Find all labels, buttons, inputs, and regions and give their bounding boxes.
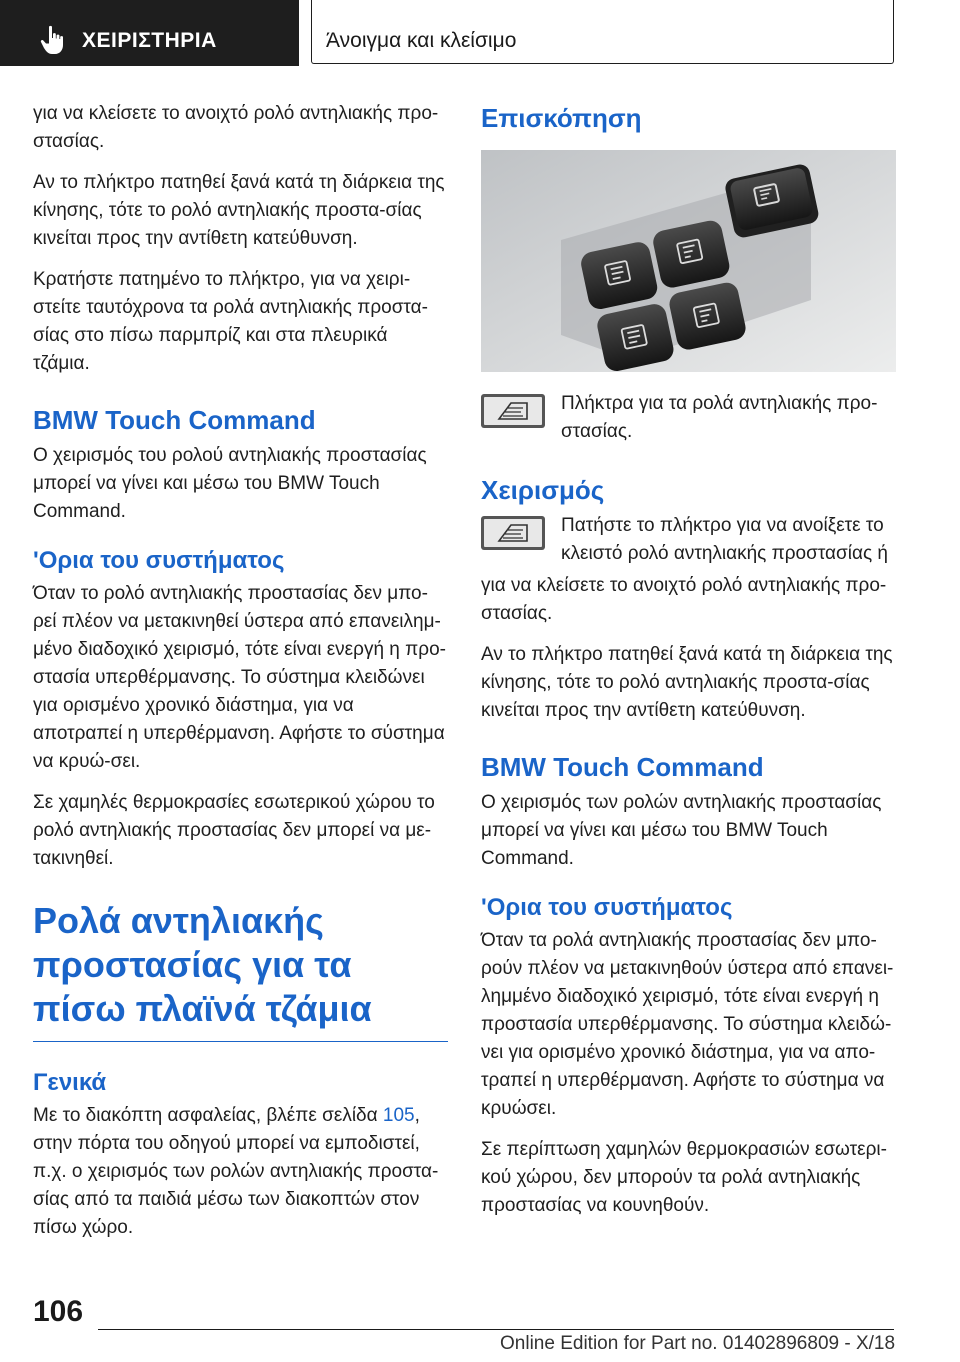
switch-panel-photo: [481, 150, 896, 372]
heading-operation: Χειρισμός: [481, 475, 605, 505]
heading-touch-command: BMW Touch Command: [33, 405, 316, 435]
paragraph: Αν το πλήκτρο πατηθεί ξανά κατά τη διάρκεια της κίνησης, τότε το ρολό αντηλιακής προστα-σίας κινείται προς την αντίθετη κατεύθυνση.: [481, 644, 893, 721]
section-title: Άνοιγμα και κλείσιμο: [326, 29, 517, 52]
page-header: [0, 0, 960, 66]
heading-system-limits: 'Ορια του συστήματος: [33, 547, 285, 574]
left-column: [33, 100, 448, 1255]
chapter-title: ΧΕΙΡΙΣΤΗΡΙΑ: [82, 29, 217, 52]
sunblind-button-icon: [481, 394, 545, 428]
right-column: [481, 100, 896, 1233]
paragraph: Ο χειρισμός των ρολών αντηλιακής προστασίας μπορεί να γίνει και μέσω του BMW Touch Command.: [481, 792, 882, 869]
paragraph: Πατήστε το πλήκτρο για να ανοίξετε το κλειστό ρολό αντηλιακής προστασίας ή: [561, 515, 888, 564]
paragraph-general: Με το διακόπτη ασφαλείας, βλέπε σελίδα 105, στην πόρτα του οδηγού μπορεί να εμποδιστεί, π.χ. ο χειρισμός των ρολών αντηλιακής προστα-σίας από τα παιδιά μέσω των διακοπτών στον πίσω χώρο.: [33, 1105, 439, 1238]
paragraph: Κρατήστε πατημένο το πλήκτρο, για να χειρι-στείτε ταυτόχρονα τα ρολά αντηλιακής προστα-σίας στο πίσω παρμπρίζ και στα πλευρικά τζάμια.: [33, 269, 428, 374]
paragraph: για να κλείσετε το ανοιχτό ρολό αντηλιακής προ-στασίας.: [33, 103, 439, 152]
caption-row: [481, 390, 896, 446]
chapter-tab[interactable]: [0, 0, 299, 66]
footer-edition: Online Edition for Part no. 01402896809 - X/18: [500, 1333, 896, 1354]
heading-touch-command: BMW Touch Command: [481, 752, 764, 782]
sunblind-button-icon: [481, 516, 545, 550]
page-link[interactable]: 105: [382, 1105, 415, 1126]
page-number: 106: [33, 1295, 84, 1328]
footer-divider: [98, 1329, 894, 1330]
paragraph: Όταν το ρολό αντηλιακής προστασίας δεν μπο-ρεί πλέον να μετακινηθεί ύστερα από επανειλημ-μένο διαδοχικό χειρισμό, τότε είναι ενεργή η προ-στασία υπερθέρμανσης. Το σύστημα κλειδώνει για ορισμένο χρονικό διάστημα, για να αποτραπεί η υπερθέρμανση. Αφήστε το σύστημα να κρυώ-σει.: [33, 583, 446, 772]
paragraph: Όταν τα ρολά αντηλιακής προστασίας δεν μπο-ρούν πλέον να μετακινηθούν ύστερα από επανει-λημμένο διαδοχικό χειρισμό, τότε είναι ενεργή η προστασία υπερθέρμανσης. Το σύστημα κλειδώ-νει για ορισμένο χρονικό διάστημα, για να απο-τραπεί η υπερθέρμανση. Αφήστε το σύστημα να κρυώσει.: [481, 930, 894, 1119]
heading-general: Γενικά: [33, 1069, 107, 1096]
heading-overview: Επισκόπηση: [481, 103, 642, 133]
paragraph: Σε χαμηλές θερμοκρασίες εσωτερικού χώρου το ρολό αντηλιακής προστασίας δεν μπορεί να με-τακινηθεί.: [33, 792, 435, 869]
paragraph: Σε περίπτωση χαμηλών θερμοκρασιών εσωτερι-κού χώρου, δεν μπορούν τα ρολά αντηλιακής προστασίας να κουνηθούν.: [481, 1139, 887, 1216]
switch-panel-illustration: [481, 150, 896, 372]
paragraph: Αν το πλήκτρο πατηθεί ξανά κατά τη διάρκεια της κίνησης, τότε το ρολό αντηλιακής προστα-σίας κινείται προς την αντίθετη κατεύθυνση.: [33, 172, 445, 249]
hand-pointer-icon: [40, 25, 66, 55]
section-tab[interactable]: [311, 0, 894, 64]
paragraph: για να κλείσετε το ανοιχτό ρολό αντηλιακής προ-στασίας.: [481, 575, 887, 624]
heading-system-limits: 'Ορια του συστήματος: [481, 894, 733, 921]
heading-rear-side-sunblinds: Ρολά αντηλιακής προστασίας για τα πίσω πλαϊνά τζάμια: [33, 899, 448, 1042]
photo-caption: Πλήκτρα για τα ρολά αντηλιακής προ-στασίας.: [561, 393, 878, 442]
paragraph: Ο χειρισμός του ρολού αντηλιακής προστασίας μπορεί να γίνει και μέσω του BMW Touch Command.: [33, 445, 427, 522]
operation-row: [481, 512, 896, 568]
